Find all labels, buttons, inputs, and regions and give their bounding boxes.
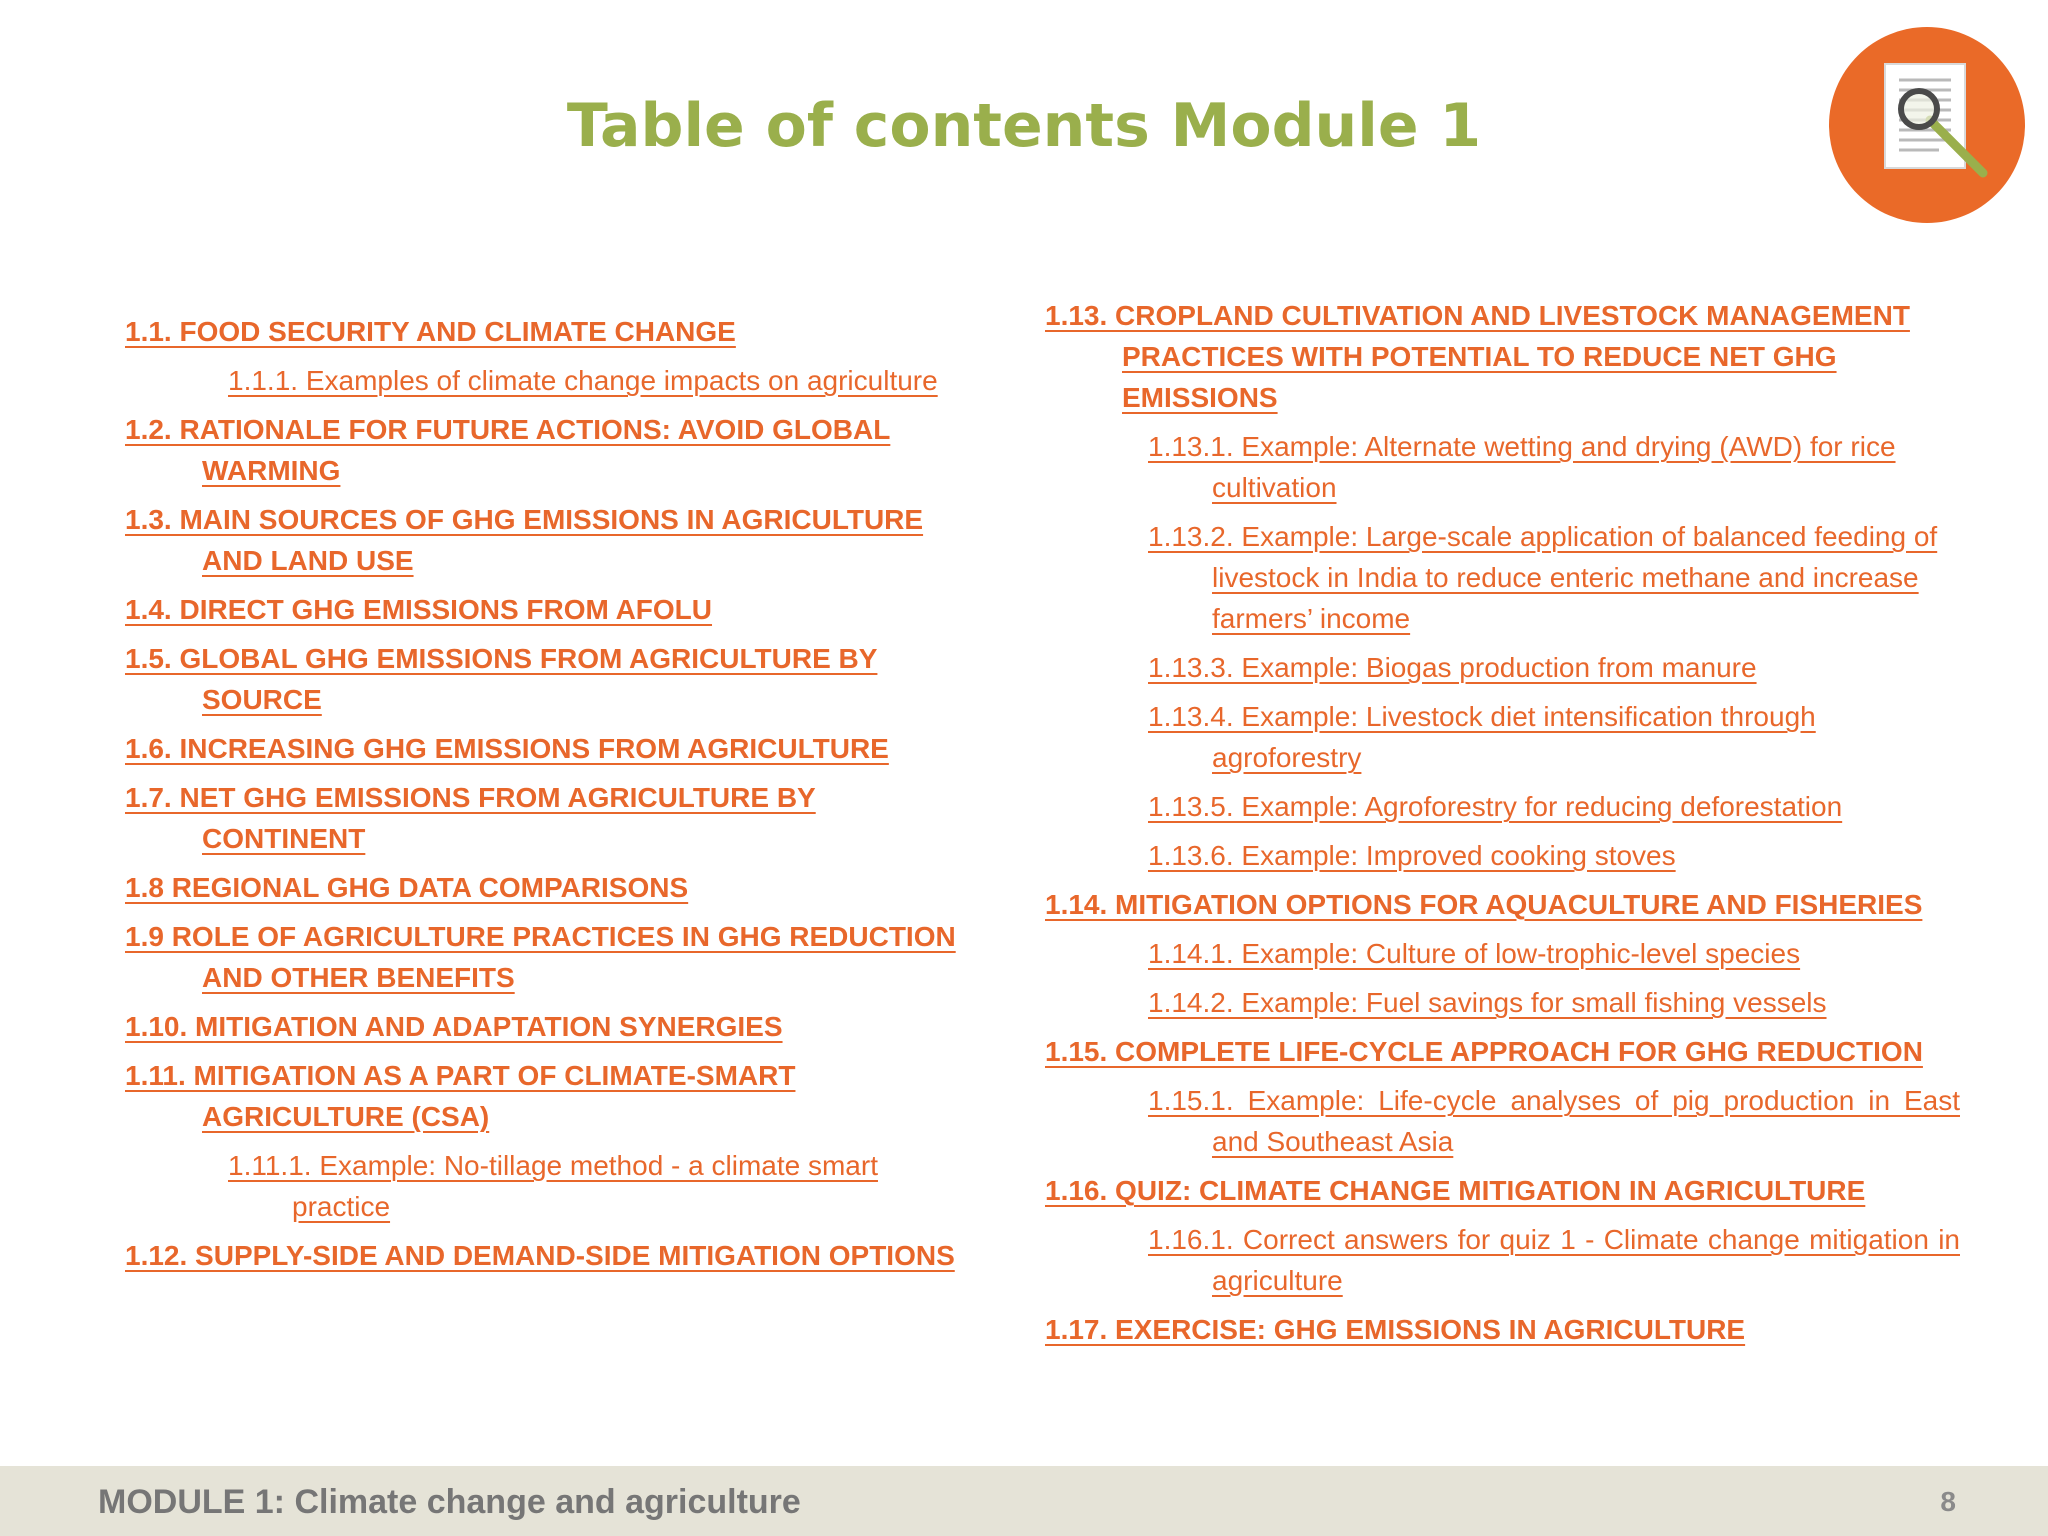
toc-subsection-link[interactable]: 1.14.1. Example: Culture of low-trophic-level species [1148,938,1801,969]
page-number: 8 [1940,1486,1956,1517]
toc-section-link[interactable]: 1.15. COMPLETE LIFE-CYCLE APPROACH FOR GHG REDUCTION [1045,1036,1923,1067]
document-search-badge [1829,27,2025,223]
toc-subsection-link[interactable]: 1.13.2. Example: Large-scale application of balanced feeding of livestock in India to reduce enteric methane and increase farmers’ income [1148,521,1938,634]
toc-section-link[interactable]: 1.4. DIRECT GHG EMISSIONS FROM AFOLU [125,594,713,625]
toc-left-column [125,311,965,1276]
toc-section-link[interactable]: 1.9 ROLE OF AGRICULTURE PRACTICES IN GHG REDUCTION AND OTHER BENEFITS [125,921,956,993]
toc-section-link[interactable]: 1.1. FOOD SECURITY AND CLIMATE CHANGE [125,316,736,347]
toc-section-link[interactable]: 1.8 REGIONAL GHG DATA COMPARISONS [125,872,689,903]
toc-subsection-link[interactable]: 1.13.3. Example: Biogas production from manure [1148,652,1757,683]
toc-section-link[interactable]: 1.14. MITIGATION OPTIONS FOR AQUACULTURE AND FISHERIES [1045,889,1923,920]
page-title: Table of contents Module 1 [566,91,1482,161]
footer-module-label: MODULE 1: Climate change and agriculture [98,1483,801,1521]
toc-section-link[interactable]: 1.11. MITIGATION AS A PART OF CLIMATE-SMART AGRICULTURE (CSA) [125,1060,796,1132]
toc-subsection-link[interactable]: 1.13.5. Example: Agroforestry for reducing deforestation [1148,791,1843,822]
toc-section-link[interactable]: 1.10. MITIGATION AND ADAPTATION SYNERGIES [125,1011,783,1042]
toc-subsection-link[interactable]: 1.13.4. Example: Livestock diet intensification through agroforestry [1148,701,1816,773]
toc-section-link[interactable]: 1.5. GLOBAL GHG EMISSIONS FROM AGRICULTURE BY SOURCE [125,643,878,715]
toc-subsection-link[interactable]: 1.14.2. Example: Fuel savings for small fishing vessels [1148,987,1827,1018]
toc-subsection-link[interactable]: 1.13.1. Example: Alternate wetting and drying (AWD) for rice cultivation [1148,431,1896,503]
toc-subsection-link[interactable]: 1.1.1. Examples of climate change impacts on agriculture [228,365,938,396]
toc-section-link[interactable]: 1.17. EXERCISE: GHG EMISSIONS IN AGRICULTURE [1045,1314,1746,1345]
toc-section-link[interactable]: 1.13. CROPLAND CULTIVATION AND LIVESTOCK MANAGEMENT PRACTICES WITH POTENTIAL TO REDUCE NET GHG EMISSIONS [1045,300,1910,413]
toc-subsection-link[interactable]: 1.16.1. Correct answers for quiz 1 - Climate change mitigation in agriculture [1148,1224,1960,1296]
toc-right-column [1045,295,1960,1350]
toc-subsection-link[interactable]: 1.13.6. Example: Improved cooking stoves [1148,840,1676,871]
toc-subsection-link[interactable]: 1.15.1. Example: Life-cycle analyses of pig production in East and Southeast Asia [1148,1085,1960,1157]
toc-section-link[interactable]: 1.16. QUIZ: CLIMATE CHANGE MITIGATION IN AGRICULTURE [1045,1175,1866,1206]
toc-subsection-link[interactable]: 1.11.1. Example: No-tillage method - a climate smart practice [228,1150,878,1222]
footer-bar [0,1466,2048,1536]
toc-section-link[interactable]: 1.12. SUPPLY-SIDE AND DEMAND-SIDE MITIGATION OPTIONS [125,1240,955,1271]
document-search-icon [1829,27,2025,223]
toc-section-link[interactable]: 1.3. MAIN SOURCES OF GHG EMISSIONS IN AGRICULTURE AND LAND USE [125,504,924,576]
toc-section-link[interactable]: 1.6. INCREASING GHG EMISSIONS FROM AGRICULTURE [125,733,889,764]
toc-section-link[interactable]: 1.7. NET GHG EMISSIONS FROM AGRICULTURE BY CONTINENT [125,782,816,854]
toc-section-link[interactable]: 1.2. RATIONALE FOR FUTURE ACTIONS: AVOID GLOBAL WARMING [125,414,891,486]
